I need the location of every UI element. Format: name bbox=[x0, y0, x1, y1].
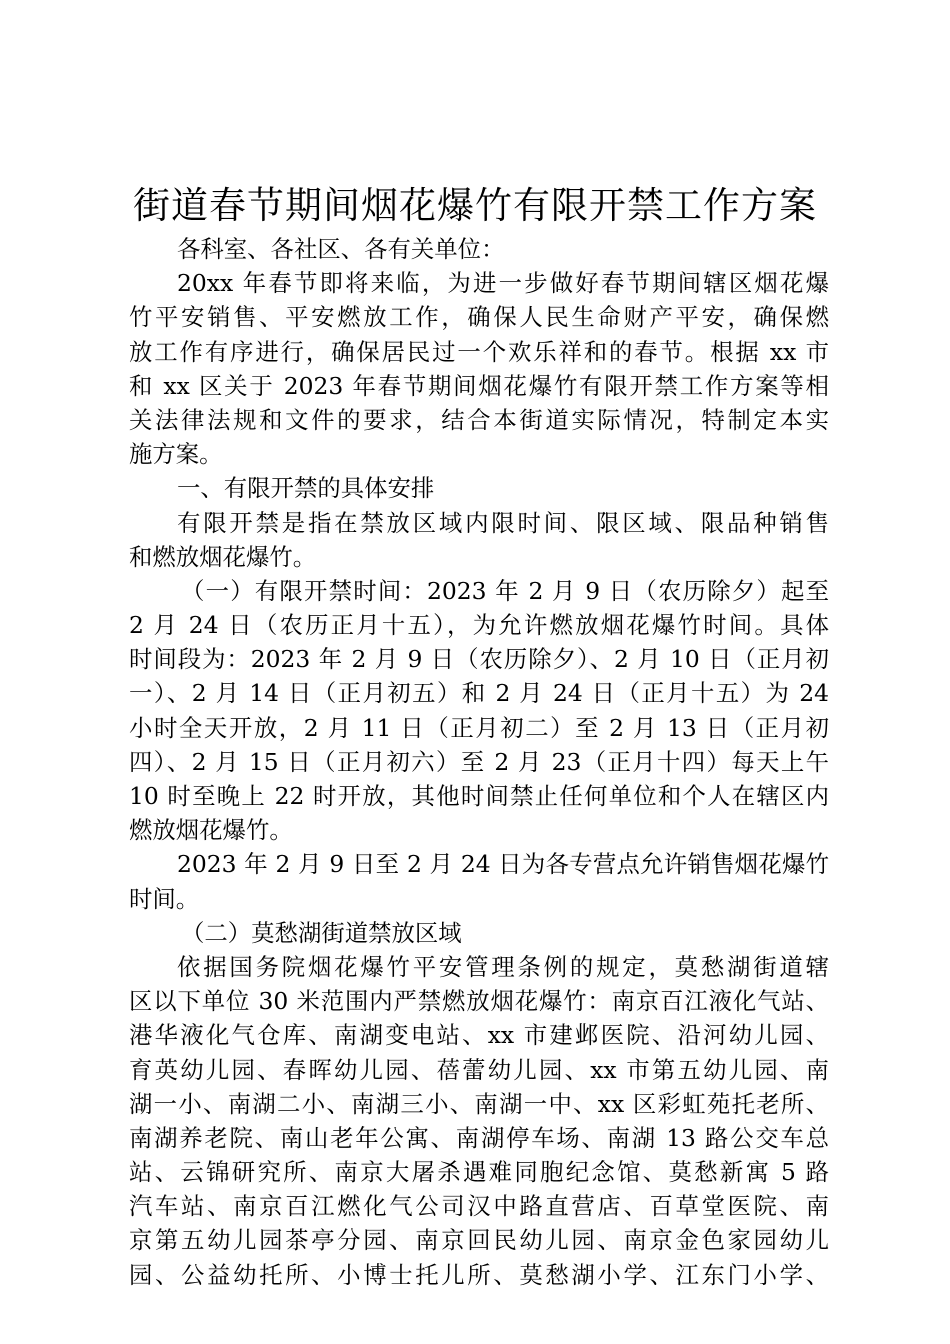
body-line: 四）、2 月 15 日（正月初六）至 2 月 23（正月十四）每天上午 bbox=[129, 747, 829, 776]
body-line: 放工作有序进行，确保居民过一个欢乐祥和的春节。根据 xx 市 bbox=[129, 337, 829, 366]
body-line: 汽车站、南京百江燃化气公司汉中路直营店、百草堂医院、南 bbox=[129, 1192, 829, 1221]
body-line: 10 时至晚上 22 时开放，其他时间禁止任何单位和个人在辖区内 bbox=[129, 782, 829, 810]
body-line: （一）有限开禁时间：2023 年 2 月 9 日（农历除夕）起至 bbox=[181, 576, 829, 605]
body-line: 站、云锦研究所、南京大屠杀遇难同胞纪念馆、莫愁新寓 5 路 bbox=[129, 1158, 829, 1187]
body-line: 南湖养老院、南山老年公寓、南湖停车场、南湖 13 路公交车总 bbox=[129, 1123, 829, 1152]
document-body bbox=[129, 232, 829, 1292]
body-line: 时间段为：2023 年 2 月 9 日（农历除夕）、2 月 10 日（正月初 bbox=[129, 645, 829, 674]
body-line: 一）、2 月 14 日（正月初五）和 2 月 24 日（正月十五）为 24 bbox=[129, 679, 829, 708]
body-line: 20xx 年春节即将来临，为进一步做好春节期间辖区烟花爆 bbox=[177, 269, 829, 298]
body-line: 时间。 bbox=[129, 884, 200, 913]
body-line: 湖一小、南湖二小、南湖三小、南湖一中、xx 区彩虹苑托老所、 bbox=[129, 1089, 829, 1118]
body-line: 燃放烟花爆竹。 bbox=[129, 816, 293, 845]
body-line: 区以下单位 30 米范围内严禁燃放烟花爆竹：南京百江液化气站、 bbox=[129, 987, 829, 1016]
body-line: 京第五幼儿园茶亭分园、南京回民幼儿园、南京金色家园幼儿 bbox=[129, 1226, 829, 1255]
body-line: 关法律法规和文件的要求，结合本街道实际情况，特制定本实 bbox=[129, 405, 829, 434]
body-line: 2 月 24 日（农历正月十五），为允许燃放烟花爆竹时间。具体 bbox=[129, 611, 829, 640]
body-line: 竹平安销售、平安燃放工作，确保人民生命财产平安，确保燃 bbox=[129, 303, 829, 332]
body-line: （二）莫愁湖街道禁放区域 bbox=[181, 918, 462, 947]
body-line: 2023 年 2 月 9 日至 2 月 24 日为各专营点允许销售烟花爆竹 bbox=[177, 850, 829, 879]
body-line: 施方案。 bbox=[129, 440, 223, 469]
body-line: 一、有限开禁的具体安排 bbox=[177, 474, 435, 503]
body-line: 小时全天开放，2 月 11 日（正月初二）至 2 月 13 日（正月初 bbox=[129, 713, 829, 742]
body-line: 依据国务院烟花爆竹平安管理条例的规定，莫愁湖街道辖 bbox=[177, 952, 829, 981]
body-line: 育英幼儿园、春晖幼儿园、蓓蕾幼儿园、xx 市第五幼儿园、南 bbox=[129, 1055, 829, 1084]
body-line: 有限开禁是指在禁放区域内限时间、限区域、限品种销售 bbox=[177, 508, 829, 537]
document-title: 街道春节期间烟花爆竹有限开禁工作方案 bbox=[133, 184, 817, 227]
body-line: 各科室、各社区、各有关单位： bbox=[177, 235, 505, 263]
body-line: 和燃放烟花爆竹。 bbox=[129, 542, 317, 571]
body-line: 港华液化气仓库、南湖变电站、xx 市建邺医院、沿河幼儿园、 bbox=[129, 1021, 829, 1050]
body-line: 园、公益幼托所、小博士托儿所、莫愁湖小学、江东门小学、 bbox=[129, 1260, 829, 1289]
body-line: 和 xx 区关于 2023 年春节期间烟花爆竹有限开禁工作方案等相 bbox=[129, 371, 829, 400]
